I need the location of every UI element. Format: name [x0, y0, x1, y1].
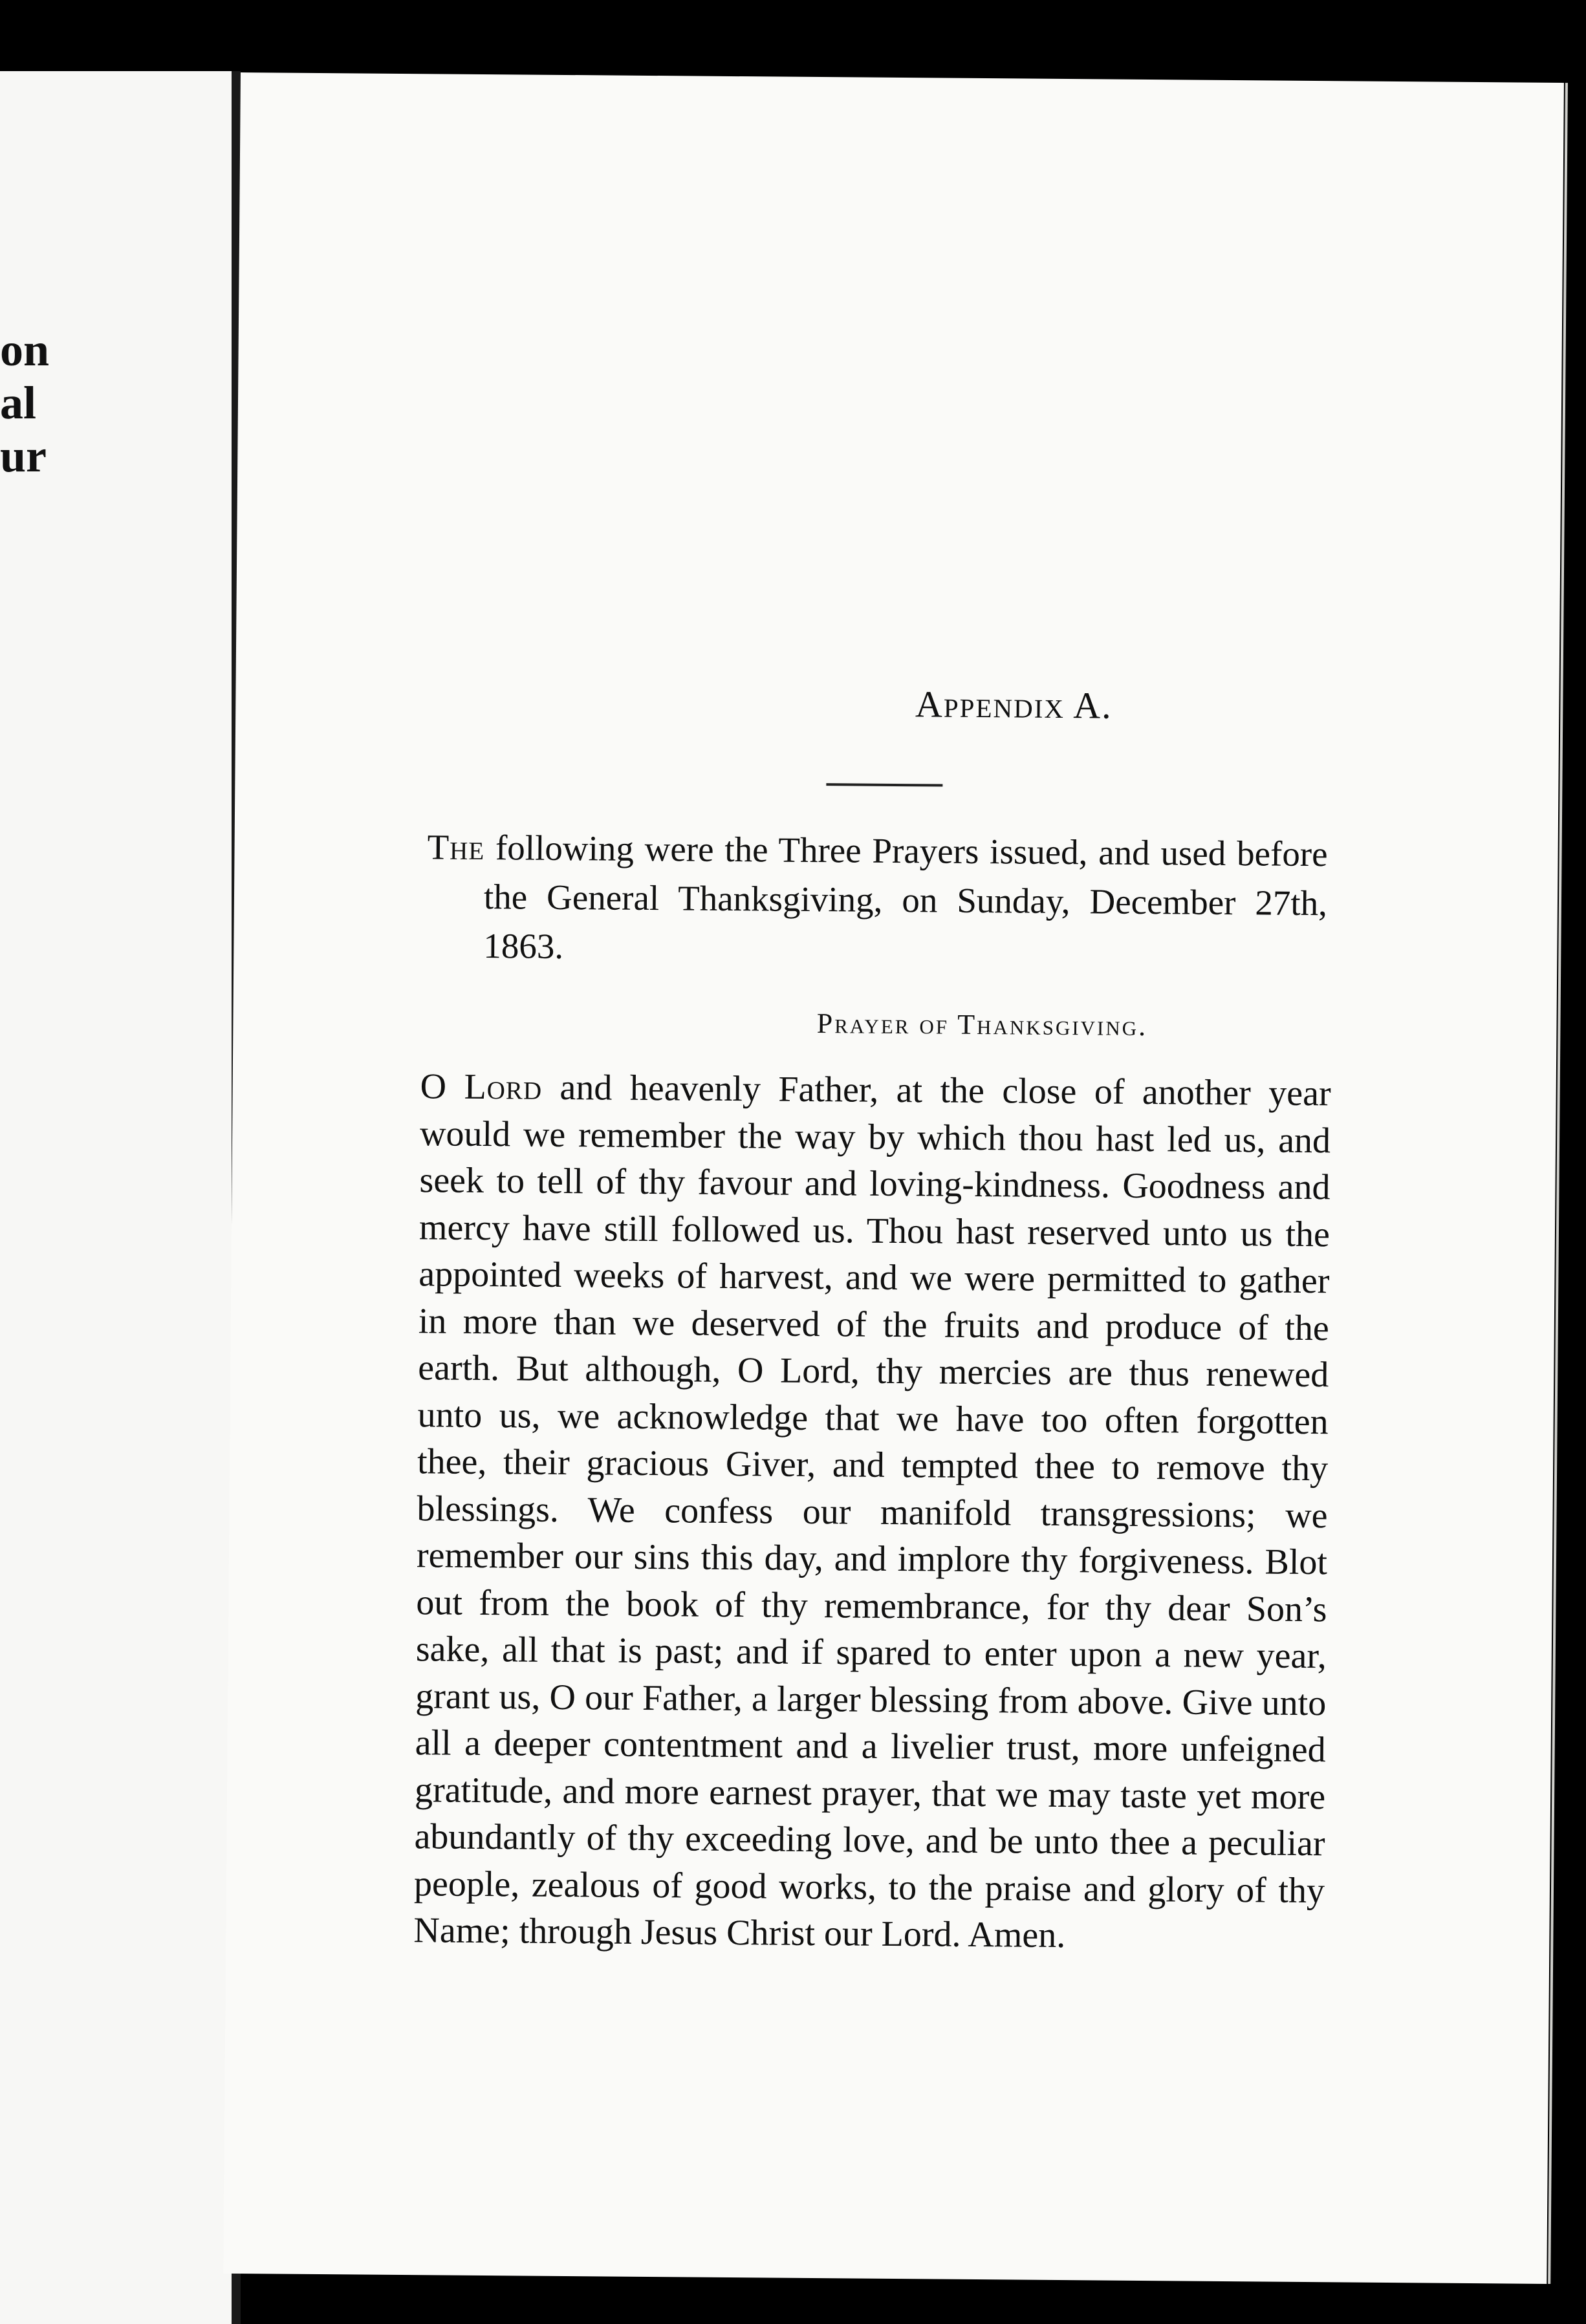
fragment-line: ur	[0, 430, 47, 482]
fragment-line: on	[0, 324, 50, 376]
prayer-text: and heavenly Father, at the close of another year would we remember the way by which thou hast led us, and seek to tell of thy favour and loving-kindness. Goodness and mercy have still followed us. Thou hast reserved unto us the appointed weeks of harvest, and we were permitted to gather in more than we deserved of the fruits and produce of the earth. But although, O Lord, thy mercies are thus renewed unto us, we acknowledge that we have too often forgotten thee, their gracious Giver, and tempted thee to remove thy blessings. We confess our manifold transgressions; we remember our sins this day, and implore thy forgiveness. Blot out from the book of thy remembrance, for thy dear Son’s sake, all that is past; and if spared to enter upon a new year, grant us, O our Father, a larger blessing from above. Give unto all a deeper contentment and a livelier trust, more unfeigned gratitude, and more earnest prayer, that we may taste yet more abundantly of thy exceeding love, and be unto thee a peculiar people, zealous of good works, to the praise and glory of thy Name; through Jesus Christ our Lord. Amen.	[413, 1067, 1331, 1956]
scan-background	[0, 0, 1586, 71]
left-page-text-fragment	[0, 323, 50, 482]
prayer-lead-word: Lord	[464, 1066, 543, 1108]
left-page	[0, 71, 232, 2324]
prayer-opening: O	[420, 1066, 447, 1107]
intro-paragraph	[426, 823, 1328, 977]
page-edge	[1548, 83, 1568, 2284]
right-page	[223, 72, 1564, 2284]
heading-divider	[826, 783, 942, 786]
fragment-line: al	[0, 377, 37, 429]
prayer-body	[413, 1063, 1331, 1961]
prayer-title: Prayer of Thanksgiving.	[816, 1007, 1148, 1042]
appendix-heading: Appendix A.	[915, 683, 1113, 727]
intro-lead-word: The	[427, 827, 485, 867]
intro-text: following were the Three Prayers issued, and used before the General Thanksgiving, on Sunday, December 27th, 1863.	[483, 828, 1328, 966]
